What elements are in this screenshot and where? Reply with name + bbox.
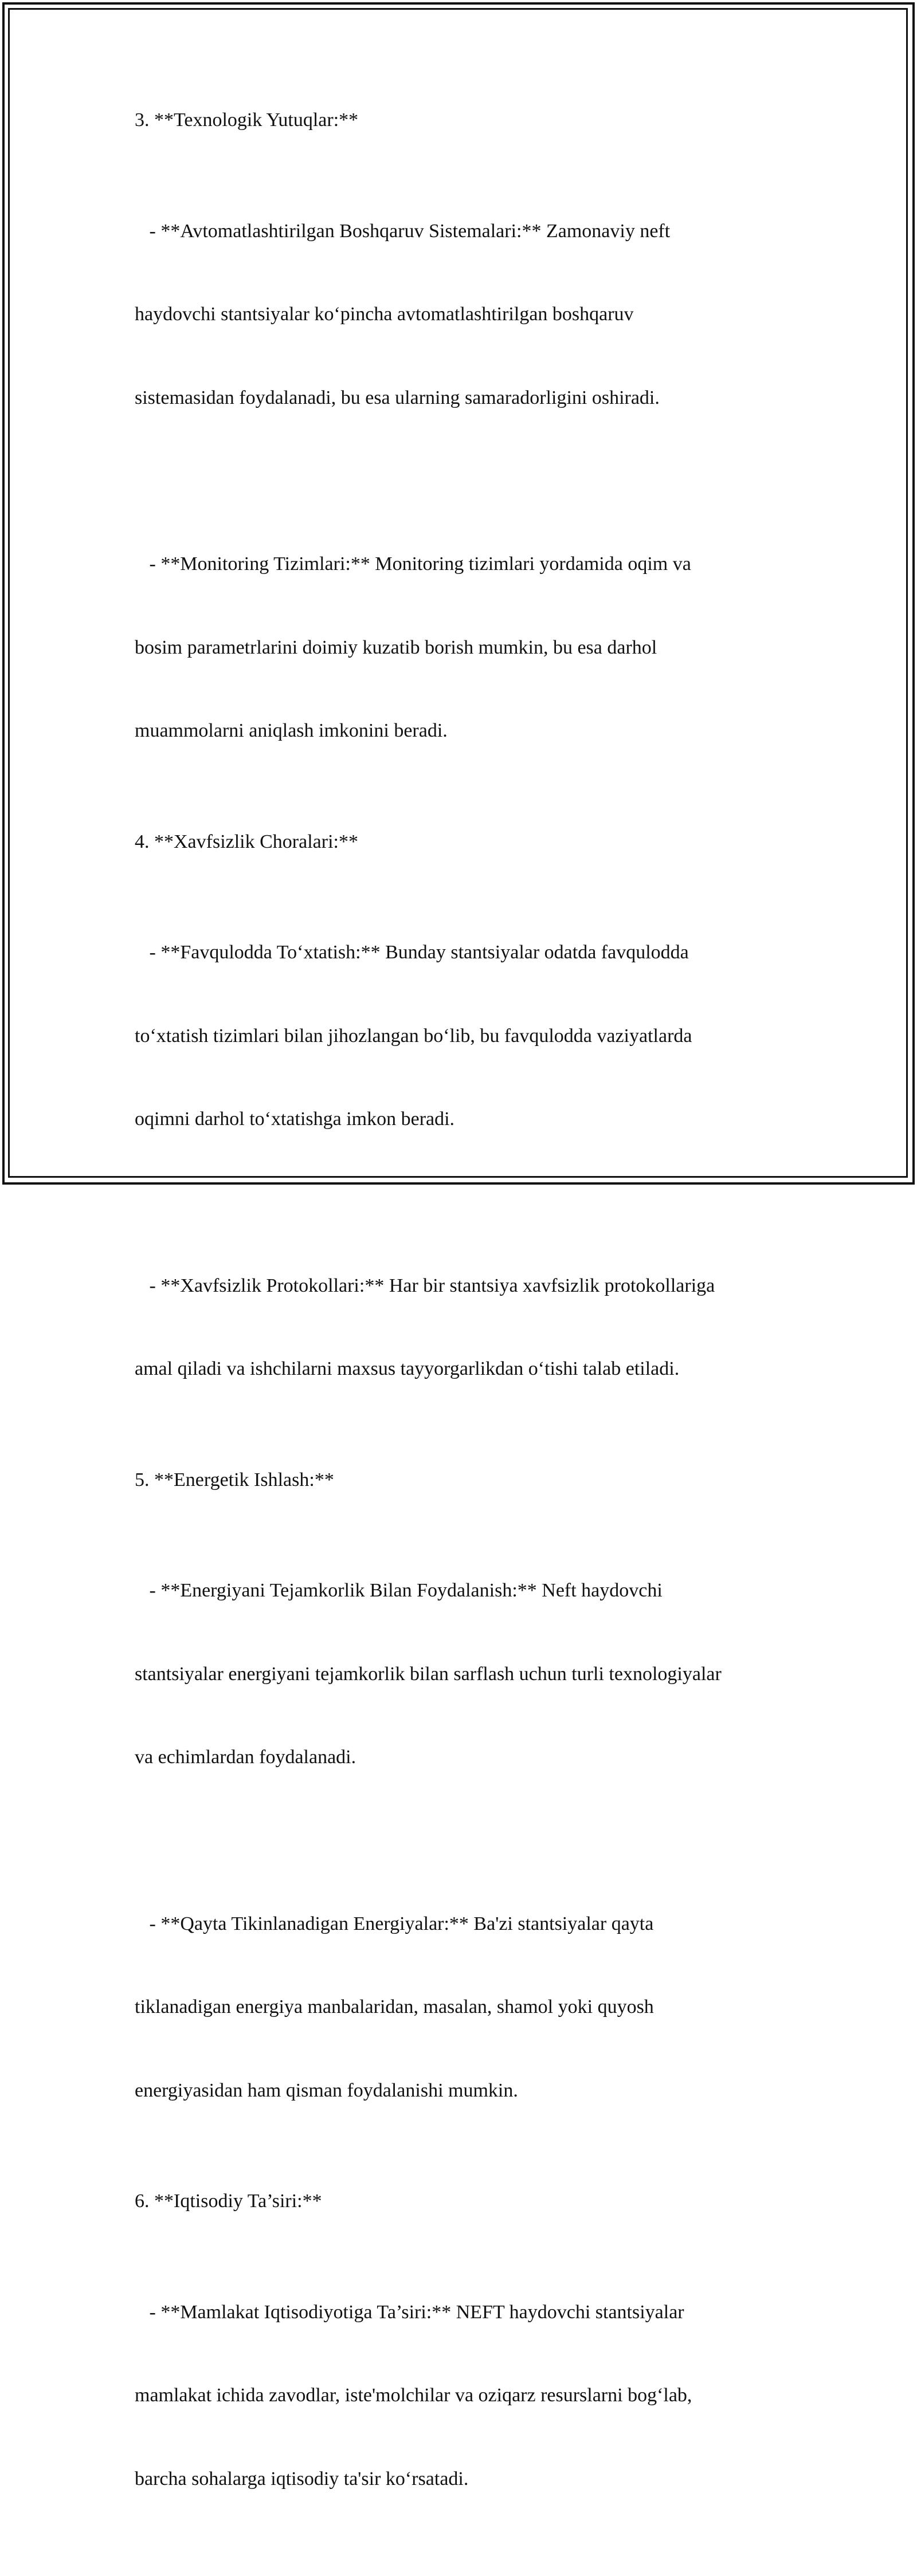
list-item <box>135 495 777 801</box>
text-line: - **Monitoring Tizimlari:** Monitoring tizimlari yordamida oqim va <box>135 553 691 575</box>
text-line: - **Qayta Tikinlanadigan Energiyalar:** Ba'zi stantsiyalar qayta <box>135 1913 654 1934</box>
text-line: barcha sohalarga iqtisodiy ta'sir ko‘rsatadi. <box>135 2468 469 2490</box>
list-item <box>135 162 777 468</box>
document-body <box>135 107 777 2576</box>
text-line: - **Avtomatlashtirilgan Boshqaruv Sistemalari:** Zamonaviy neft <box>135 220 671 242</box>
text-line: - **Mamlakat Iqtisodiyotiga Ta’siri:** NEFT haydovchi stantsiyalar <box>135 2301 684 2323</box>
text-line: stantsiyalar energiyani tejamkorlik bilan sarflash uchun turli texnologiyalar <box>135 1663 722 1685</box>
list-item <box>135 2243 777 2549</box>
section-heading: 6. **Iqtisodiy Ta’siri:** <box>135 2190 322 2212</box>
section-heading: 5. **Energetik Ishlash:** <box>135 1469 334 1490</box>
text-line: sistemasidan foydalanadi, bu esa ularning samaradorligini oshiradi. <box>135 387 660 408</box>
text-line: mamlakat ichida zavodlar, iste'molchilar va oziqarz resurslarni bog‘lab, <box>135 2385 692 2406</box>
text-line: haydovchi stantsiyalar ko‘pincha avtomatlashtirilgan boshqaruv <box>135 304 634 325</box>
list-item <box>135 1855 777 2161</box>
text-line: - **Energiyani Tejamkorlik Bilan Foydalanish:** Neft haydovchi <box>135 1580 663 1601</box>
list-item <box>135 1521 777 1827</box>
text-line: va echimlardan foydalanadi. <box>135 1747 356 1768</box>
section-heading: 4. **Xavfsizlik Choralari:** <box>135 831 358 852</box>
text-line: - **Favqulodda To‘xtatish:** Bunday stantsiyalar odatda favqulodda <box>135 942 689 963</box>
section-heading: 3. **Texnologik Yutuqlar:** <box>135 109 359 131</box>
list-item <box>135 883 777 1189</box>
text-line: bosim parametrlarini doimiy kuzatib borish mumkin, bu esa darhol <box>135 636 657 658</box>
text-line: muammolarni aniqlash imkonini beradi. <box>135 720 448 741</box>
list-item <box>135 1217 777 1439</box>
text-line: oqimni darhol to‘xtatishga imkon beradi. <box>135 1108 455 1130</box>
text-line: to‘xtatish tizimlari bilan jihozlangan bo‘lib, bu favqulodda vaziyatlarda <box>135 1025 692 1047</box>
text-line: tiklanadigan energiya manbalaridan, masalan, shamol yoki quyosh <box>135 1996 654 2017</box>
text-line: - **Xavfsizlik Protokollari:** Har bir stantsiya xavfsizlik protokollariga <box>135 1275 715 1296</box>
text-line: energiyasidan ham qisman foydalanishi mumkin. <box>135 2079 518 2101</box>
text-line: amal qiladi va ishchilarni maxsus tayyorgarlikdan o‘tishi talab etiladi. <box>135 1358 680 1379</box>
